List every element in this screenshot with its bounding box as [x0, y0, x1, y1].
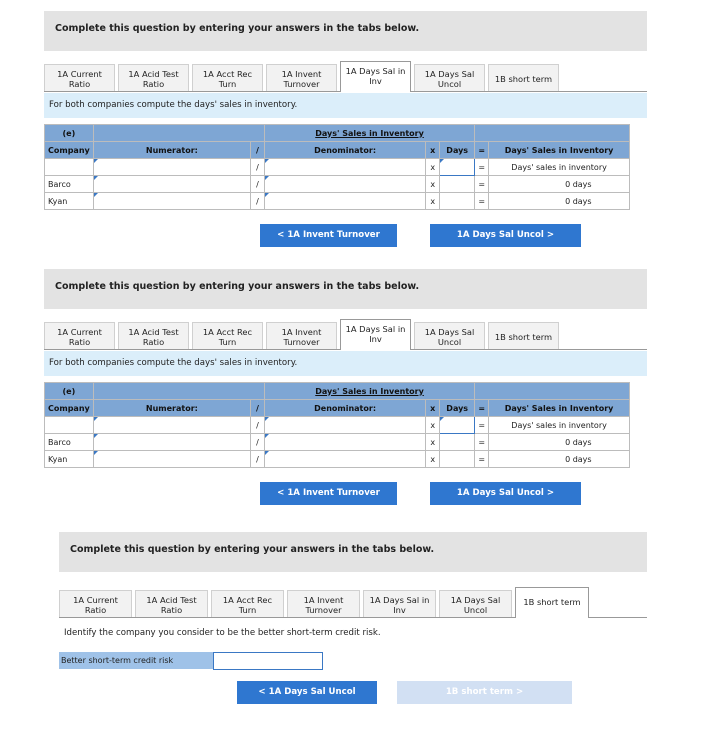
- tab-acct-rec[interactable]: 1A Acct Rec Turn: [192, 64, 263, 92]
- tab-bar: [59, 584, 592, 618]
- table-row: Kyan / x = 0 days: [45, 451, 630, 468]
- tab-acct-rec[interactable]: 1A Acct Rec Turn: [192, 322, 263, 350]
- table-row: Kyan / x = 0 days: [45, 193, 630, 210]
- tab-days-sal-uncol[interactable]: 1A Days Sal Uncol: [414, 322, 485, 350]
- result-header: Days' Sales in Inventory: [489, 400, 630, 417]
- company-name: Barco: [45, 434, 94, 451]
- prev-tab-button[interactable]: < 1A Invent Turnover: [260, 224, 397, 247]
- tab-days-sal-inv[interactable]: 1A Days Sal in Inv: [340, 319, 411, 350]
- next-tab-button[interactable]: 1A Days Sal Uncol >: [430, 482, 581, 505]
- tab-days-sal-uncol[interactable]: 1A Days Sal Uncol: [414, 64, 485, 92]
- numerator-header: Numerator:: [93, 142, 250, 159]
- days-header: Days: [440, 400, 475, 417]
- result-cell: 0 days: [489, 193, 630, 210]
- result-cell: 0 days: [489, 451, 630, 468]
- panel-header: Complete this question by entering your answers in the tabs below.: [44, 269, 647, 309]
- result-subheader: Days' sales in inventory: [489, 159, 630, 176]
- tab-current-ratio[interactable]: 1A Current Ratio: [59, 590, 132, 618]
- numerator-input[interactable]: [93, 434, 250, 451]
- result-header: Days' Sales in Inventory: [489, 142, 630, 159]
- denominator-input[interactable]: [264, 159, 425, 176]
- numerator-header: Numerator:: [93, 400, 250, 417]
- tab-invent-turnover[interactable]: 1A Invent Turnover: [266, 64, 337, 92]
- tab-acid-test[interactable]: 1A Acid Test Ratio: [135, 590, 208, 618]
- question-panel-1: [44, 11, 647, 251]
- tab-days-sal-uncol[interactable]: 1A Days Sal Uncol: [439, 590, 512, 618]
- denominator-header: Denominator:: [264, 142, 425, 159]
- tab-bar: [44, 58, 562, 92]
- table-title: Days' Sales in Inventory: [264, 383, 474, 400]
- denominator-input[interactable]: [264, 193, 425, 210]
- instruction: For both companies compute the days' sales in inventory.: [44, 93, 647, 118]
- numerator-input[interactable]: [93, 193, 250, 210]
- tab-current-ratio[interactable]: 1A Current Ratio: [44, 322, 115, 350]
- tab-acct-rec[interactable]: 1A Acct Rec Turn: [211, 590, 284, 618]
- denominator-input[interactable]: [264, 434, 425, 451]
- question-panel-3: [59, 532, 647, 722]
- numerator-input[interactable]: [93, 159, 250, 176]
- tab-days-sal-inv[interactable]: 1A Days Sal in Inv: [363, 590, 436, 618]
- tab-current-ratio[interactable]: 1A Current Ratio: [44, 64, 115, 92]
- next-tab-button: 1B short term >: [397, 681, 572, 704]
- denominator-input[interactable]: [264, 176, 425, 193]
- tab-invent-turnover[interactable]: 1A Invent Turnover: [287, 590, 360, 618]
- denominator-input[interactable]: [264, 417, 425, 434]
- company-name: Kyan: [45, 193, 94, 210]
- numerator-input[interactable]: [93, 451, 250, 468]
- tab-acid-test[interactable]: 1A Acid Test Ratio: [118, 64, 189, 92]
- next-tab-button[interactable]: 1A Days Sal Uncol >: [430, 224, 581, 247]
- tab-acid-test[interactable]: 1A Acid Test Ratio: [118, 322, 189, 350]
- days-sales-table: (e) Days' Sales in Inventory Company Numerator: / Denominator: x Days = Days' Sales in Inventory / x = Days' sales in inventory Barco / x = 0 days Kyan / x = 0 days: [44, 124, 630, 210]
- table-row: Barco / x = 0 days: [45, 176, 630, 193]
- tab-short-term[interactable]: 1B short term: [488, 322, 559, 350]
- days-header: Days: [440, 142, 475, 159]
- tab-short-term[interactable]: 1B short term: [488, 64, 559, 92]
- denominator-input[interactable]: [264, 451, 425, 468]
- e-label: (e): [45, 383, 94, 400]
- prev-tab-button[interactable]: < 1A Days Sal Uncol: [237, 681, 377, 704]
- instruction: For both companies compute the days' sales in inventory.: [44, 351, 647, 376]
- numerator-input[interactable]: [93, 176, 250, 193]
- panel-header: Complete this question by entering your answers in the tabs below.: [59, 532, 647, 572]
- result-cell: 0 days: [489, 176, 630, 193]
- company-name: Kyan: [45, 451, 94, 468]
- result-cell: 0 days: [489, 434, 630, 451]
- company-header: Company: [45, 400, 94, 417]
- company-name: Barco: [45, 176, 94, 193]
- tab-short-term[interactable]: 1B short term: [515, 587, 589, 618]
- numerator-input[interactable]: [93, 417, 250, 434]
- risk-label: Better short-term credit risk: [59, 652, 213, 669]
- panel-header: Complete this question by entering your answers in the tabs below.: [44, 11, 647, 51]
- credit-risk-input[interactable]: [213, 652, 323, 670]
- tab-bar: [44, 316, 562, 350]
- e-label: (e): [45, 125, 94, 142]
- days-input[interactable]: [440, 159, 475, 176]
- days-sales-table: (e) Days' Sales in Inventory Company Numerator: / Denominator: x Days = Days' Sales in Inventory / x = Days' sales in inventory Barco / x = 0 days Kyan / x = 0 days: [44, 382, 630, 468]
- tab-days-sal-inv[interactable]: 1A Days Sal in Inv: [340, 61, 411, 92]
- table-row: Barco / x = 0 days: [45, 434, 630, 451]
- days-input[interactable]: [440, 417, 475, 434]
- company-header: Company: [45, 142, 94, 159]
- tab-invent-turnover[interactable]: 1A Invent Turnover: [266, 322, 337, 350]
- question-panel-2: [44, 269, 647, 509]
- table-title: Days' Sales in Inventory: [264, 125, 474, 142]
- result-subheader: Days' sales in inventory: [489, 417, 630, 434]
- prev-tab-button[interactable]: < 1A Invent Turnover: [260, 482, 397, 505]
- denominator-header: Denominator:: [264, 400, 425, 417]
- instruction: Identify the company you consider to be the better short-term credit risk.: [64, 628, 381, 638]
